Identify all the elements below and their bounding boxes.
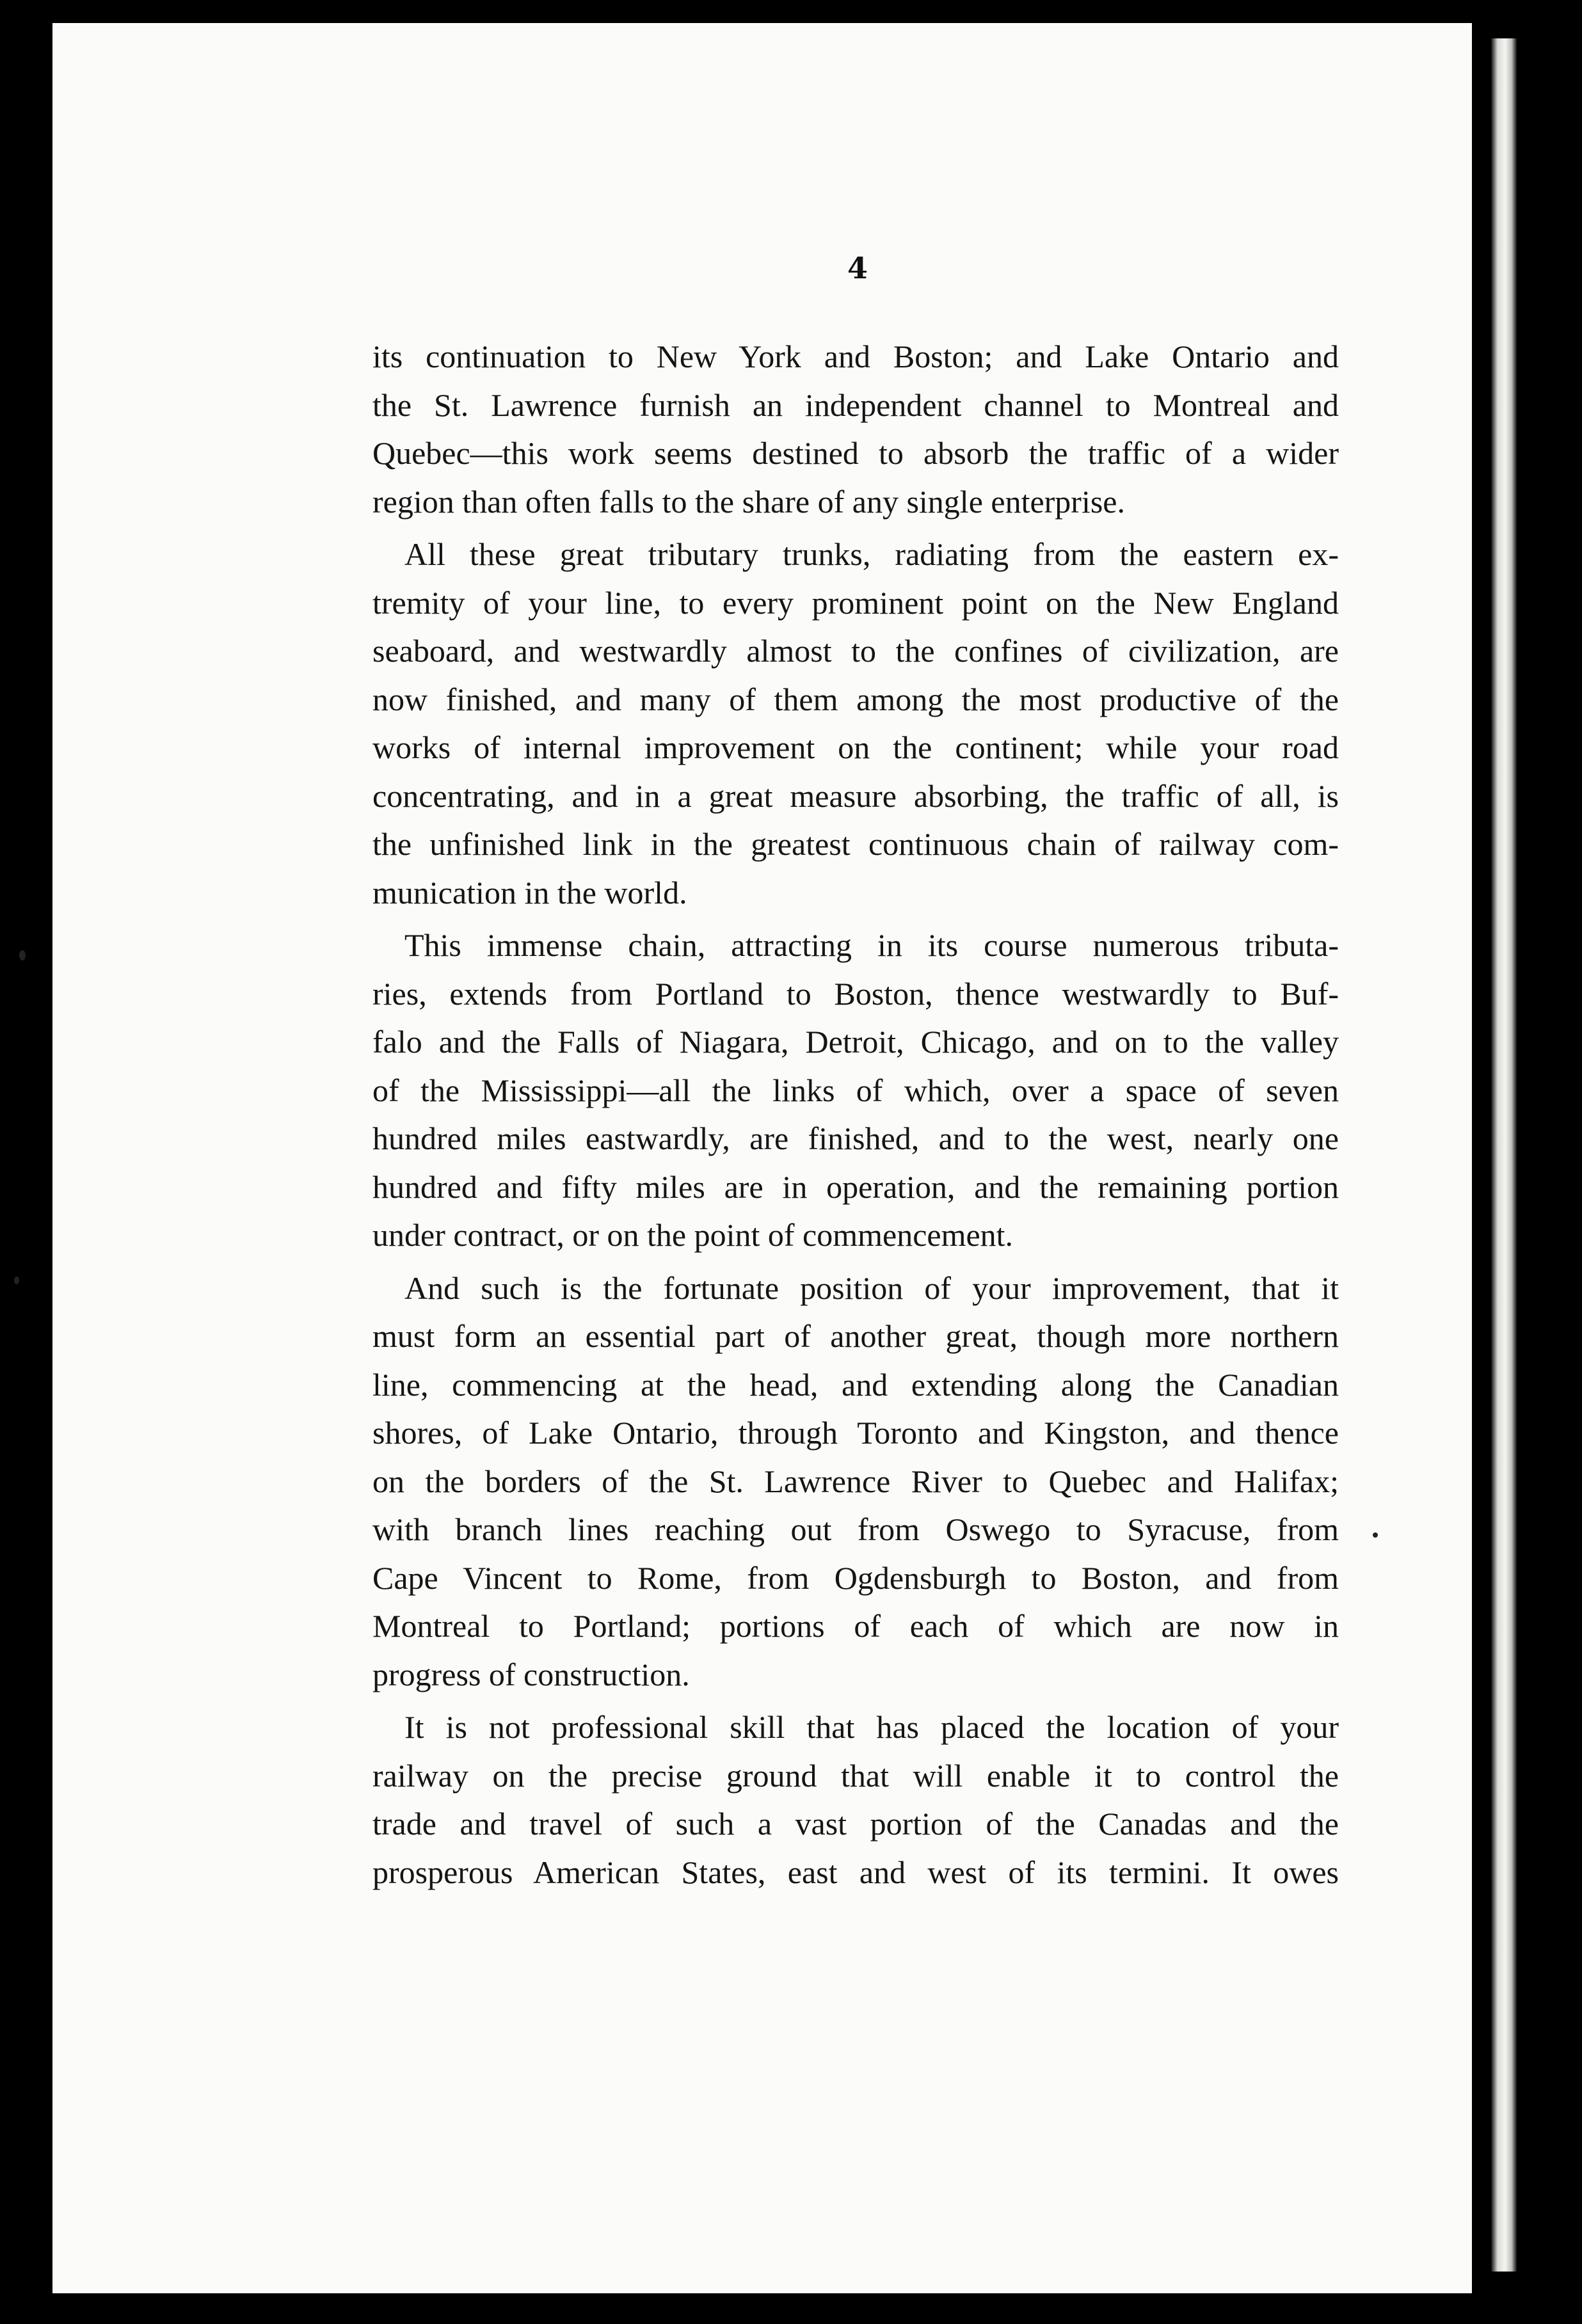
text-line: Cape Vincent to Rome, from Ogdensburgh to Boston, and from [372, 1559, 1339, 1596]
text-line: under contract, or on the point of commencement. [372, 1217, 1014, 1253]
text-line: ries, extends from Portland to Boston, thence westwardly to Buf- [372, 975, 1339, 1012]
text-line: must form an essential part of another great, though more northern [372, 1318, 1339, 1354]
scan-speck [1373, 1532, 1378, 1538]
text-line: hundred miles eastwardly, are finished, and to the west, nearly one [372, 1120, 1339, 1156]
text-line: progress of construction. [372, 1656, 690, 1692]
scan-speck [19, 950, 26, 960]
page-number: 4 [847, 251, 868, 285]
paragraph-3 [372, 921, 1339, 1260]
scan-speck [14, 1277, 19, 1284]
paragraph-5 [372, 1703, 1339, 1897]
right-page-edge [1472, 23, 1582, 2293]
text-line: This immense chain, attracting in its course numerous tributa- [404, 927, 1339, 963]
text-line: tremity of your line, to every prominent point on the New England [372, 584, 1339, 621]
text-line: And such is the fortunate position of your improvement, that it [404, 1269, 1339, 1306]
text-line: shores, of Lake Ontario, through Toronto and Kingston, and thence [372, 1415, 1339, 1451]
text-line: Quebec—this work seems destined to absorb the traffic of a wider [372, 435, 1339, 471]
text-line: its continuation to New York and Boston; and Lake Ontario and [372, 338, 1339, 374]
text-line: munication in the world. [372, 874, 687, 911]
next-page-strip [1491, 38, 1517, 2272]
text-line: with branch lines reaching out from Oswego to Syracuse, from [372, 1511, 1339, 1547]
text-line: It is not professional skill that has placed the location of your [404, 1709, 1339, 1745]
body-text [372, 333, 1339, 1897]
text-line: now finished, and many of them among the most productive of the [372, 681, 1339, 717]
text-line: on the borders of the St. Lawrence River to Quebec and Halifax; [372, 1463, 1339, 1499]
text-line: prosperous American States, east and west of its termini. It owes [372, 1854, 1339, 1890]
text-line: line, commencing at the head, and extending along the Canadian [372, 1366, 1339, 1403]
text-line: the St. Lawrence furnish an independent channel to Montreal and [372, 386, 1339, 423]
text-line: region than often falls to the share of any single enterprise. [372, 483, 1126, 520]
text-line: Montreal to Portland; portions of each of which are now in [372, 1608, 1339, 1644]
text-line: hundred and fifty miles are in operation, and the remaining portion [372, 1168, 1339, 1205]
text-line: falo and the Falls of Niagara, Detroit, Chicago, and on to the valley [372, 1024, 1339, 1060]
text-line: of the Mississippi—all the links of which, over a space of seven [372, 1072, 1339, 1108]
text-line: concentrating, and in a great measure absorbing, the traffic of all, is [372, 777, 1339, 814]
text-line: trade and travel of such a vast portion of the Canadas and the [372, 1806, 1339, 1842]
text-line: works of internal improvement on the continent; while your road [372, 729, 1339, 765]
paragraph-4 [372, 1264, 1339, 1699]
text-line: seaboard, and westwardly almost to the confines of civilization, are [372, 633, 1339, 669]
text-line: the unfinished link in the greatest continuous chain of railway com- [372, 826, 1339, 862]
paragraph-2 [372, 530, 1339, 917]
text-line: All these great tributary trunks, radiating from the eastern ex- [404, 536, 1339, 572]
text-line: railway on the precise ground that will enable it to control the [372, 1757, 1339, 1794]
paragraph-1 [372, 333, 1339, 526]
